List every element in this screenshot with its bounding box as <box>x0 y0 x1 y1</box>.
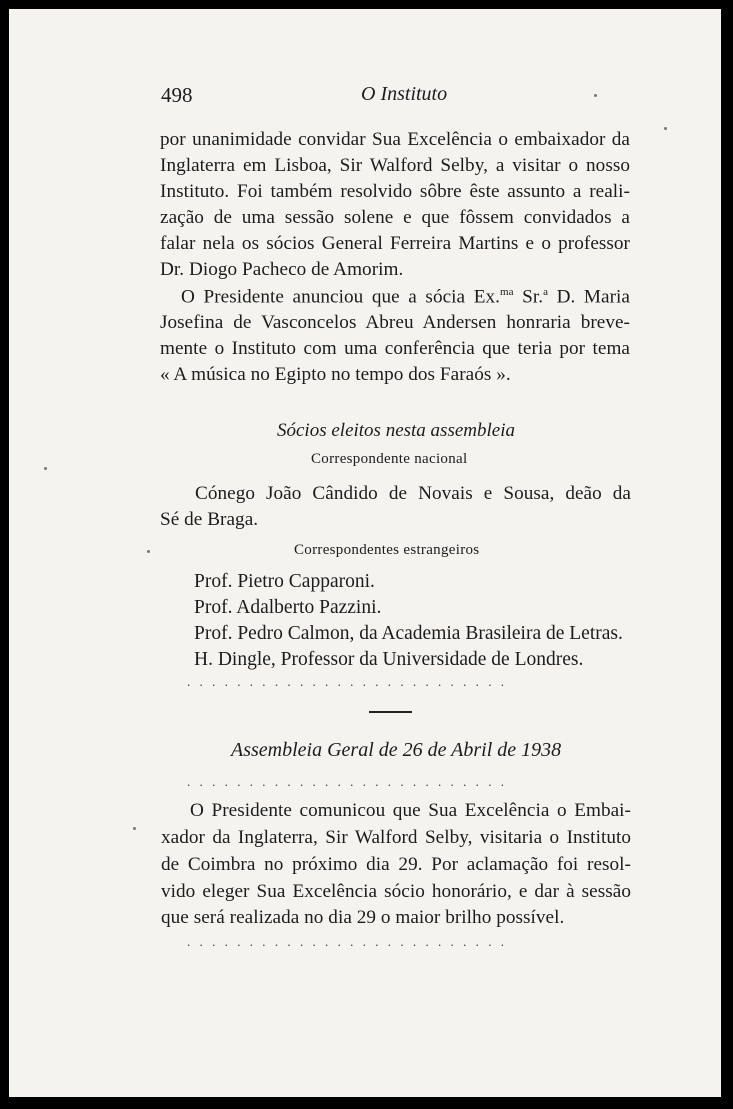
ellipsis-row: .......................... <box>187 934 514 949</box>
member-entry: Prof. Pietro Capparoni. <box>194 571 375 592</box>
paragraph-line: O Presidente comunicou que Sua Excelência o Embai- <box>190 800 631 821</box>
paragraph-text: D. Maria <box>548 286 630 308</box>
paragraph-line: Josefina de Vasconcelos Abreu Andersen honraria breve- <box>160 312 630 333</box>
paragraph-line: Instituto. Foi também resolvido sôbre êste assunto a reali- <box>160 181 630 202</box>
scan-speck <box>133 827 136 830</box>
ellipsis-row: .......................... <box>187 774 514 789</box>
assembly-title: Assembleia Geral de 26 de Abril de 1938 <box>231 739 562 761</box>
scan-speck <box>147 550 150 553</box>
member-entry: Cónego João Cândido de Novais e Sousa, deão da <box>195 483 631 504</box>
superscript: ma <box>499 286 514 298</box>
member-entry: Sé de Braga. <box>160 509 259 530</box>
paragraph-line: de Coimbra no próximo dia 29. Por aclamação foi resol- <box>161 854 631 875</box>
paragraph-line: zação de uma sessão solene e que fôssem convidados a <box>160 207 630 228</box>
member-entry: Prof. Pedro Calmon, da Academia Brasileira de Letras. <box>194 623 623 644</box>
subsection-heading: Correspondente nacional <box>311 451 468 467</box>
paragraph-line: Dr. Diogo Pacheco de Amorim. <box>160 259 404 280</box>
ellipsis-row: .......................... <box>187 674 514 689</box>
paragraph-line: que será realizada no dia 29 o maior brilho possível. <box>161 907 565 928</box>
section-divider <box>369 711 412 713</box>
book-page <box>9 9 721 1097</box>
paragraph-line-first <box>181 286 630 308</box>
scan-speck <box>594 94 597 97</box>
page-number: 498 <box>161 83 193 107</box>
superscript: a <box>543 286 548 298</box>
scan-speck <box>44 467 47 470</box>
paragraph-line: « A música no Egipto no tempo dos Faraós ». <box>160 364 511 385</box>
section-title: Sócios eleitos nesta assembleia <box>277 420 515 441</box>
paragraph-line: vido eleger Sua Excelência sócio honorário, e dar à sessão <box>161 881 631 902</box>
member-entry: H. Dingle, Professor da Universidade de Londres. <box>194 649 584 670</box>
paragraph-line: mente o Instituto com uma conferência que teria por tema <box>160 338 630 359</box>
paragraph-line: por unanimidade convidar Sua Excelência o embaixador da <box>160 129 630 150</box>
scan-speck <box>664 127 667 130</box>
paragraph-text: O Presidente anunciou que a sócia Ex. <box>181 286 500 308</box>
paragraph-line: Inglaterra em Lisboa, Sir Walford Selby, a visitar o nosso <box>160 155 630 176</box>
paragraph-text: Sr. <box>513 286 544 308</box>
running-title: O Instituto <box>361 83 448 105</box>
member-entry: Prof. Adalberto Pazzini. <box>194 597 382 618</box>
paragraph-line: xador da Inglaterra, Sir Walford Selby, visitaria o Instituto <box>161 827 631 848</box>
subsection-heading: Correspondentes estrangeiros <box>294 542 480 558</box>
paragraph-line: falar nela os sócios General Ferreira Martins e o professor <box>160 233 630 254</box>
